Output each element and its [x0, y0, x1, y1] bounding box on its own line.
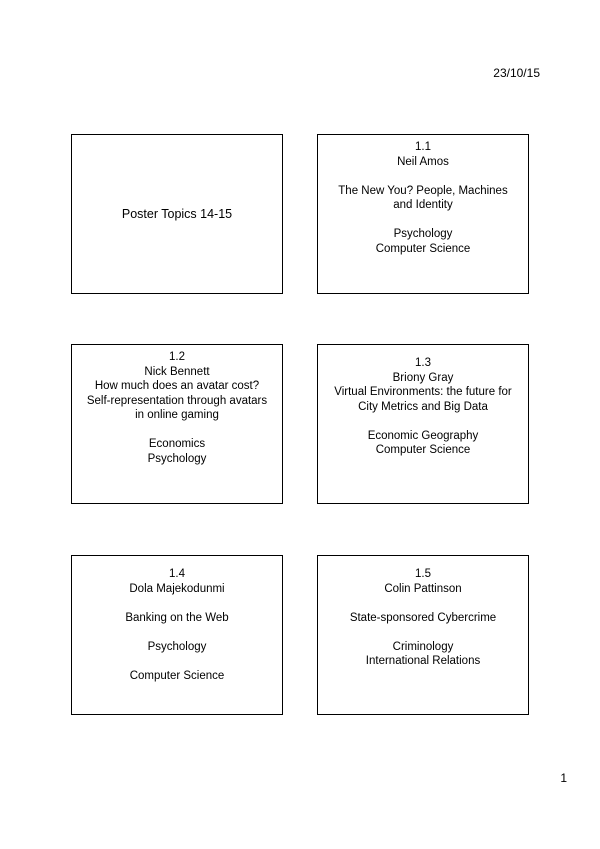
- slide-subject: Psychology: [393, 228, 453, 240]
- slide-presenter: Nick Bennett: [144, 365, 210, 378]
- slide-topic-line: State-sponsored Cybercrime: [349, 611, 497, 624]
- slide-1-3: [317, 344, 529, 504]
- slide-presenter: Briony Gray: [392, 371, 454, 384]
- slide-subject: Computer Science: [375, 242, 471, 255]
- slide-1-4: [71, 555, 283, 715]
- slide-subject: Economics: [148, 438, 206, 450]
- page-number: 1: [560, 771, 567, 785]
- slide-subject: Psychology: [147, 640, 207, 653]
- slide-subject: Computer Science: [375, 444, 471, 456]
- slide-number: 1.3: [415, 357, 431, 369]
- slide-subject: Psychology: [147, 452, 207, 465]
- slide-topic-line: in online gaming: [135, 409, 219, 421]
- slide-subject: Economic Geography: [367, 429, 479, 442]
- slide-title: [71, 134, 283, 294]
- slide-topic-line: Self-representation through avatars: [86, 394, 268, 407]
- slide-number: 1.2: [169, 351, 185, 363]
- slide-topic-line: How much does an avatar cost?: [94, 380, 260, 392]
- slide-number: 1.5: [415, 568, 431, 580]
- slide-presenter: Neil Amos: [397, 155, 449, 168]
- slide-1-1: [317, 134, 529, 294]
- slide-topic-line: and Identity: [393, 199, 453, 211]
- slide-subject: Criminology: [392, 640, 454, 653]
- slide-number: 1.4: [169, 568, 185, 580]
- slide-topic-line: Banking on the Web: [125, 611, 229, 624]
- slide-topic-line: City Metrics and Big Data: [358, 400, 488, 413]
- slide-topic-line: The New You? People, Machines: [338, 184, 508, 197]
- print-date: 23/10/15: [493, 66, 540, 80]
- slide-number: 1.1: [415, 141, 431, 153]
- slide-presenter: Dola Majekodunmi: [129, 582, 225, 595]
- slide-1-5: [317, 555, 529, 715]
- slide-topic-line: Virtual Environments: the future for: [334, 386, 512, 398]
- slide-1-2: [71, 344, 283, 504]
- slide-title-text: Poster Topics 14-15: [121, 206, 233, 221]
- slide-subject: Computer Science: [129, 669, 225, 682]
- slide-presenter: Colin Pattinson: [384, 582, 462, 595]
- slide-subject: International Relations: [365, 655, 481, 667]
